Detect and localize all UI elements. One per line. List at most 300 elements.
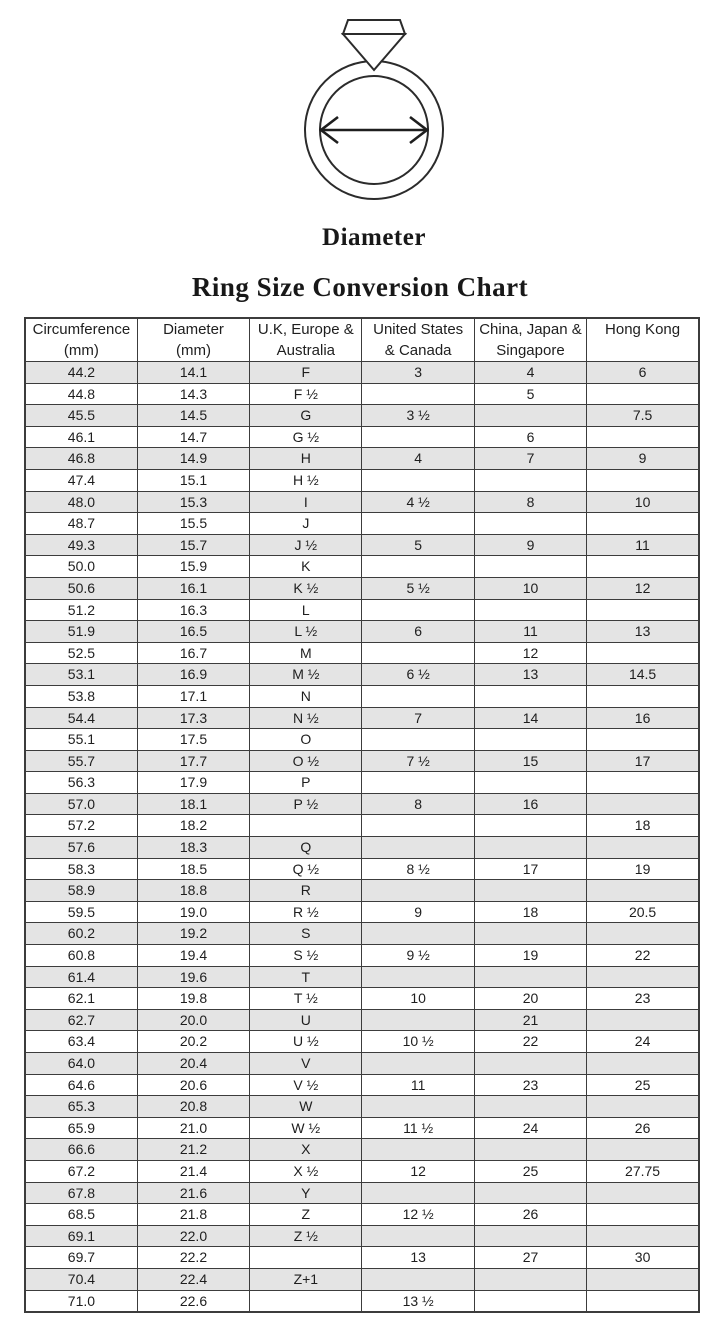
table-cell: 6 ½ [362,664,474,686]
diameter-arrow-icon [321,117,427,143]
table-row [25,599,699,621]
table-cell: 48.7 [25,513,137,535]
table-cell: 20.0 [137,1009,249,1031]
table-cell: 20.2 [137,1031,249,1053]
table-cell: 5 [474,383,586,405]
table-cell: 21.4 [137,1160,249,1182]
table-cell: 69.7 [25,1247,137,1269]
table-cell: 61.4 [25,966,137,988]
column-header-uk-europe-australia [250,318,362,362]
table-cell: 21.2 [137,1139,249,1161]
table-cell [474,556,586,578]
table-cell: 22 [587,945,699,967]
table-cell: M [250,642,362,664]
column-header-line: Diameter [163,321,224,338]
table-row [25,556,699,578]
table-cell: 14 [474,707,586,729]
table-cell [474,880,586,902]
table-cell: 12 [474,642,586,664]
table-cell: 18 [474,901,586,923]
table-cell: 17.5 [137,729,249,751]
table-row [25,1225,699,1247]
table-cell [362,966,474,988]
table-cell: 68.5 [25,1204,137,1226]
table-cell [362,469,474,491]
table-cell: 18.2 [137,815,249,837]
table-cell [474,469,586,491]
table-row [25,1096,699,1118]
table-cell: 21.0 [137,1117,249,1139]
table-row [25,1053,699,1075]
column-header-china-japan-singapore [474,318,586,362]
table-cell: 14.9 [137,448,249,470]
table-cell [362,556,474,578]
table-row [25,685,699,707]
column-header-diameter [137,318,249,362]
table-cell: S ½ [250,945,362,967]
column-header-line: China, Japan & [479,321,582,338]
table-cell [362,1268,474,1290]
table-cell: 22.4 [137,1268,249,1290]
table-row [25,621,699,643]
table-cell [474,1053,586,1075]
table-cell: 56.3 [25,772,137,794]
table-cell: 58.9 [25,880,137,902]
table-cell: 16.3 [137,599,249,621]
table-cell: 11 [474,621,586,643]
table-cell [587,1182,699,1204]
table-row [25,729,699,751]
table-cell: 9 [362,901,474,923]
table-cell [474,923,586,945]
table-cell: 15 [474,750,586,772]
table-cell [474,815,586,837]
table-row [25,362,699,384]
table-cell [587,1009,699,1031]
table-cell: 50.0 [25,556,137,578]
table-cell: 67.2 [25,1160,137,1182]
table-cell: 5 ½ [362,577,474,599]
table-cell: 57.6 [25,837,137,859]
table-cell: 58.3 [25,858,137,880]
table-cell [362,1225,474,1247]
table-cell: W ½ [250,1117,362,1139]
table-cell: 48.0 [25,491,137,513]
table-cell [362,426,474,448]
table-cell [587,1139,699,1161]
table-cell: 24 [474,1117,586,1139]
table-cell [362,1096,474,1118]
table-row [25,448,699,470]
conversion-table-wrapper [24,317,700,1313]
table-cell [587,599,699,621]
table-cell: R ½ [250,901,362,923]
table-header-row [25,318,699,362]
table-cell: 6 [362,621,474,643]
table-cell: 19 [587,858,699,880]
table-cell [587,923,699,945]
table-cell [474,599,586,621]
table-cell [474,1290,586,1312]
table-cell: 15.7 [137,534,249,556]
table-row [25,707,699,729]
table-cell: 54.4 [25,707,137,729]
table-cell: 7.5 [587,405,699,427]
table-cell [362,642,474,664]
table-cell: 71.0 [25,1290,137,1312]
table-cell: 60.2 [25,923,137,945]
table-cell: 20.5 [587,901,699,923]
table-cell: 62.7 [25,1009,137,1031]
table-cell: H ½ [250,469,362,491]
column-header-line: Australia [276,341,335,359]
table-row [25,988,699,1010]
table-cell: 46.1 [25,426,137,448]
table-cell: S [250,923,362,945]
table-cell: 18.8 [137,880,249,902]
table-cell: 53.8 [25,685,137,707]
column-header-line: U.K, Europe & [257,321,354,338]
table-cell: 13 [474,664,586,686]
table-cell [362,729,474,751]
table-cell [474,1096,586,1118]
diameter-label: Diameter [322,224,426,251]
table-cell: 27.75 [587,1160,699,1182]
table-cell [587,1268,699,1290]
table-cell: 14.7 [137,426,249,448]
table-cell: 18.5 [137,858,249,880]
table-cell: 4 [362,448,474,470]
page-title: Ring Size Conversion Chart [191,272,529,302]
table-cell: 67.8 [25,1182,137,1204]
table-row [25,426,699,448]
table-row [25,945,699,967]
table-row [25,1247,699,1269]
column-header-line: Hong Kong [605,321,681,338]
table-cell [362,383,474,405]
table-cell: 9 ½ [362,945,474,967]
table-row [25,1009,699,1031]
table-row [25,837,699,859]
table-row [25,880,699,902]
table-cell: 15.9 [137,556,249,578]
table-cell: 22.2 [137,1247,249,1269]
table-cell: 30 [587,1247,699,1269]
table-cell: 7 [362,707,474,729]
table-cell: 17.9 [137,772,249,794]
table-cell: 15.3 [137,491,249,513]
table-cell [474,513,586,535]
table-cell [362,837,474,859]
table-cell: 23 [474,1074,586,1096]
table-cell: 65.3 [25,1096,137,1118]
table-cell: 19 [474,945,586,967]
table-cell: Y [250,1182,362,1204]
table-cell [362,1182,474,1204]
table-cell: 11 [587,534,699,556]
table-cell [587,556,699,578]
table-cell: Z ½ [250,1225,362,1247]
table-cell: K ½ [250,577,362,599]
table-cell: 23 [587,988,699,1010]
table-cell [362,923,474,945]
table-cell: 11 ½ [362,1117,474,1139]
table-cell: 16.5 [137,621,249,643]
table-row [25,642,699,664]
table-cell: 8 [362,793,474,815]
table-cell: 57.0 [25,793,137,815]
column-header-circumference [25,318,137,362]
table-cell: 57.2 [25,815,137,837]
table-cell: 16.7 [137,642,249,664]
table-row [25,1117,699,1139]
table-cell: I [250,491,362,513]
table-cell [587,837,699,859]
table-cell: Q ½ [250,858,362,880]
table-cell: 15.5 [137,513,249,535]
table-cell [587,729,699,751]
table-cell: 6 [587,362,699,384]
table-row [25,1160,699,1182]
table-cell: 17 [587,750,699,772]
table-cell: 18.1 [137,793,249,815]
table-cell: U ½ [250,1031,362,1053]
table-row [25,966,699,988]
table-row [25,1182,699,1204]
table-cell: 13 [587,621,699,643]
table-cell: J [250,513,362,535]
table-cell: 17.3 [137,707,249,729]
table-cell [587,383,699,405]
table-cell: U [250,1009,362,1031]
table-cell: 12 [362,1160,474,1182]
table-cell: 17.7 [137,750,249,772]
table-cell: 22.0 [137,1225,249,1247]
table-row [25,815,699,837]
table-cell: 21 [474,1009,586,1031]
column-header-us-canada [362,318,474,362]
column-header-hong-kong [587,318,699,362]
table-row [25,793,699,815]
table-cell [362,880,474,902]
table-row [25,1268,699,1290]
table-cell: 50.6 [25,577,137,599]
table-cell: 3 [362,362,474,384]
table-cell: 27 [474,1247,586,1269]
table-cell: 16 [587,707,699,729]
table-cell [587,685,699,707]
table-cell: 14.1 [137,362,249,384]
table-cell [587,793,699,815]
table-cell: 55.1 [25,729,137,751]
table-cell: 14.5 [587,664,699,686]
table-cell: 9 [587,448,699,470]
table-cell [250,1290,362,1312]
table-cell: 16.1 [137,577,249,599]
table-row [25,1031,699,1053]
column-header-line: & Canada [384,341,452,359]
column-header-line: Singapore [496,341,565,359]
table-cell: 19.8 [137,988,249,1010]
table-cell: 25 [474,1160,586,1182]
table-cell: 14.3 [137,383,249,405]
table-cell [474,729,586,751]
diamond-icon [343,20,405,70]
table-row [25,469,699,491]
table-cell: 46.8 [25,448,137,470]
table-cell: 14.5 [137,405,249,427]
table-cell: 26 [474,1204,586,1226]
table-cell [474,1268,586,1290]
table-cell [587,1096,699,1118]
table-cell [587,880,699,902]
table-cell: 3 ½ [362,405,474,427]
table-cell: 13 [362,1247,474,1269]
table-cell: N [250,685,362,707]
table-cell [362,513,474,535]
table-cell: N ½ [250,707,362,729]
table-cell [587,513,699,535]
table-cell: O [250,729,362,751]
table-cell [587,642,699,664]
table-cell [587,1225,699,1247]
table-cell: K [250,556,362,578]
table-cell: F ½ [250,383,362,405]
table-cell [474,1139,586,1161]
table-cell: 22 [474,1031,586,1053]
table-cell: X ½ [250,1160,362,1182]
table-cell [474,685,586,707]
table-cell: 12 ½ [362,1204,474,1226]
table-cell: 7 ½ [362,750,474,772]
table-cell [362,815,474,837]
table-row [25,491,699,513]
table-cell: 7 [474,448,586,470]
table-cell: 51.2 [25,599,137,621]
table-cell: H [250,448,362,470]
table-cell [587,1053,699,1075]
table-cell: 17.1 [137,685,249,707]
table-cell: 16 [474,793,586,815]
table-cell: 19.6 [137,966,249,988]
table-cell: T [250,966,362,988]
table-row [25,1074,699,1096]
table-cell: 26 [587,1117,699,1139]
table-cell: 24 [587,1031,699,1053]
table-cell: P ½ [250,793,362,815]
table-cell: 5 [362,534,474,556]
table-header [25,318,699,362]
table-cell: 20 [474,988,586,1010]
table-cell: 51.9 [25,621,137,643]
table-cell [587,772,699,794]
table-cell: X [250,1139,362,1161]
table-row [25,383,699,405]
table-cell: 69.1 [25,1225,137,1247]
table-cell: 12 [587,577,699,599]
table-cell: 70.4 [25,1268,137,1290]
table-cell: 63.4 [25,1031,137,1053]
table-cell: L ½ [250,621,362,643]
table-cell [474,1182,586,1204]
table-row [25,772,699,794]
table-cell: 19.2 [137,923,249,945]
table-cell [362,1053,474,1075]
table-cell: 4 ½ [362,491,474,513]
table-cell [362,772,474,794]
table-cell: L [250,599,362,621]
table-cell [587,966,699,988]
table-row [25,405,699,427]
table-cell: 47.4 [25,469,137,491]
table-cell: Z [250,1204,362,1226]
table-cell: 21.8 [137,1204,249,1226]
table-cell: 4 [474,362,586,384]
table-cell [362,1009,474,1031]
table-cell [474,966,586,988]
table-cell: 64.0 [25,1053,137,1075]
table-cell: 19.0 [137,901,249,923]
table-cell: 55.7 [25,750,137,772]
column-header-line [587,341,698,362]
table-cell: 66.6 [25,1139,137,1161]
table-cell: G [250,405,362,427]
table-cell: 44.8 [25,383,137,405]
table-body [25,362,699,1313]
table-cell [587,426,699,448]
table-row [25,901,699,923]
table-cell: 45.5 [25,405,137,427]
table-cell: M ½ [250,664,362,686]
table-row [25,664,699,686]
table-cell: 21.6 [137,1182,249,1204]
table-cell [474,405,586,427]
table-cell: 10 ½ [362,1031,474,1053]
table-cell: 44.2 [25,362,137,384]
table-cell: W [250,1096,362,1118]
table-cell: 65.9 [25,1117,137,1139]
table-cell: 15.1 [137,469,249,491]
table-cell: 62.1 [25,988,137,1010]
table-cell: 18 [587,815,699,837]
table-cell: V ½ [250,1074,362,1096]
table-cell [362,1139,474,1161]
table-cell: 53.1 [25,664,137,686]
table-row [25,1139,699,1161]
table-row [25,923,699,945]
table-cell: V [250,1053,362,1075]
table-cell [474,1225,586,1247]
table-cell [250,1247,362,1269]
table-cell: 22.6 [137,1290,249,1312]
table-row [25,858,699,880]
table-cell: F [250,362,362,384]
table-cell: 52.5 [25,642,137,664]
table-cell: J ½ [250,534,362,556]
table-cell [587,1204,699,1226]
column-header-line: (mm) [176,341,211,359]
table-cell: 19.4 [137,945,249,967]
table-cell [250,815,362,837]
table-cell: 20.6 [137,1074,249,1096]
table-cell: P [250,772,362,794]
table-cell: 8 [474,491,586,513]
table-cell: R [250,880,362,902]
ring-illustration [264,12,484,208]
table-cell: 9 [474,534,586,556]
table-cell [474,772,586,794]
table-row [25,577,699,599]
